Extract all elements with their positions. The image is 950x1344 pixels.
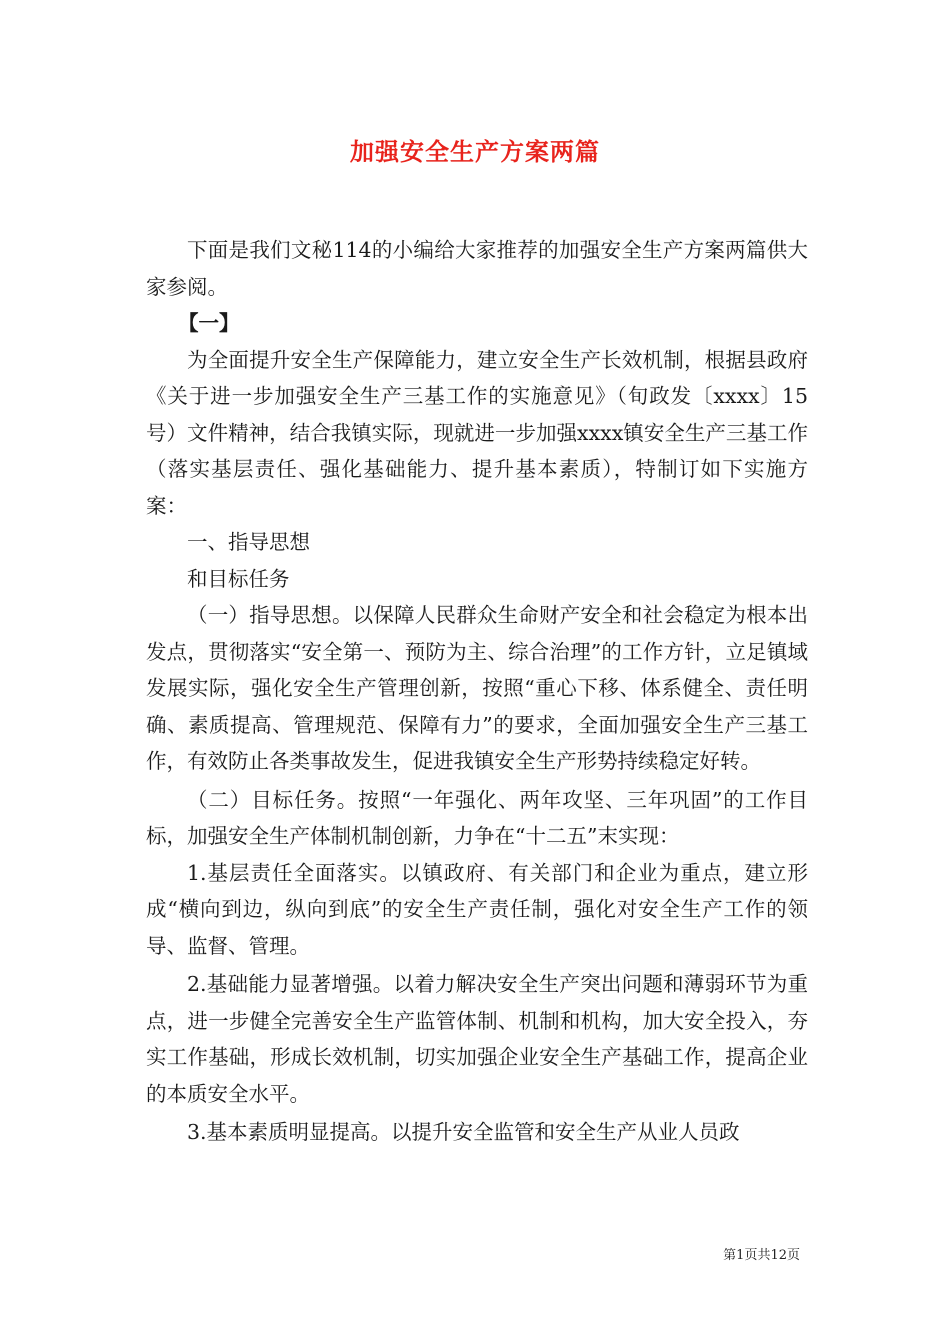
heading-1: 一、指导思想 <box>187 530 310 554</box>
paragraph-1: 为全面提升安全生产保障能力，建立安全生产长效机制，根据县政府《关于进一步加强安全生产三基工作的实施意见》（旬政发〔xxxx〕15号）文件精神，结合我镇实际，现就进一步加强xxxx镇安全生产三基工作（落实基层责任、强化基础能力、提升基本素质），特制订如下实施方案： <box>146 347 808 518</box>
page-number: 第1页共12页 <box>723 1248 800 1263</box>
paragraph-4: 1.基层责任全面落实。以镇政府、有关部门和企业为重点，建立形成“横向到边，纵向到底”的安全生产责任制，强化对安全生产工作的领导、监督、管理。 <box>146 860 808 958</box>
section-mark: 【一】 <box>178 311 240 335</box>
paragraph-2: （一）指导思想。以保障人民群众生命财产安全和社会稳定为根本出发点，贯彻落实“安全第一、预防为主、综合治理”的工作方针，立足镇域发展实际，强化安全生产管理创新，按照“重心下移、体系健全、责任明确、素质提高、管理规范、保障有力”的要求，全面加强安全生产三基工作，有效防止各类事故发生，促进我镇安全生产形势持续稳定好转。 <box>146 603 808 773</box>
paragraph-5: 2.基础能力显著增强。以着力解决安全生产突出问题和薄弱环节为重点，进一步健全完善安全生产监管体制、机制和机构，加大安全投入，夯实工作基础，形成长效机制，切实加强企业安全生产基础工作，提高企业的本质安全水平。 <box>146 972 808 1106</box>
document-title: 加强安全生产方案两篇 <box>350 138 600 166</box>
paragraph-6: 3.基本素质明显提高。以提升安全监管和安全生产从业人员政 <box>187 1120 740 1144</box>
intro-paragraph: 下面是我们文秘114的小编给大家推荐的加强安全生产方案两篇供大家参阅。 <box>146 238 808 299</box>
heading-2: 和目标任务 <box>187 566 290 591</box>
paragraph-3: （二）目标任务。按照“一年强化、两年攻坚、三年巩固”的工作目标，加强安全生产体制机制创新，力争在“十二五”末实现： <box>146 787 808 848</box>
document-body <box>146 232 808 1151</box>
